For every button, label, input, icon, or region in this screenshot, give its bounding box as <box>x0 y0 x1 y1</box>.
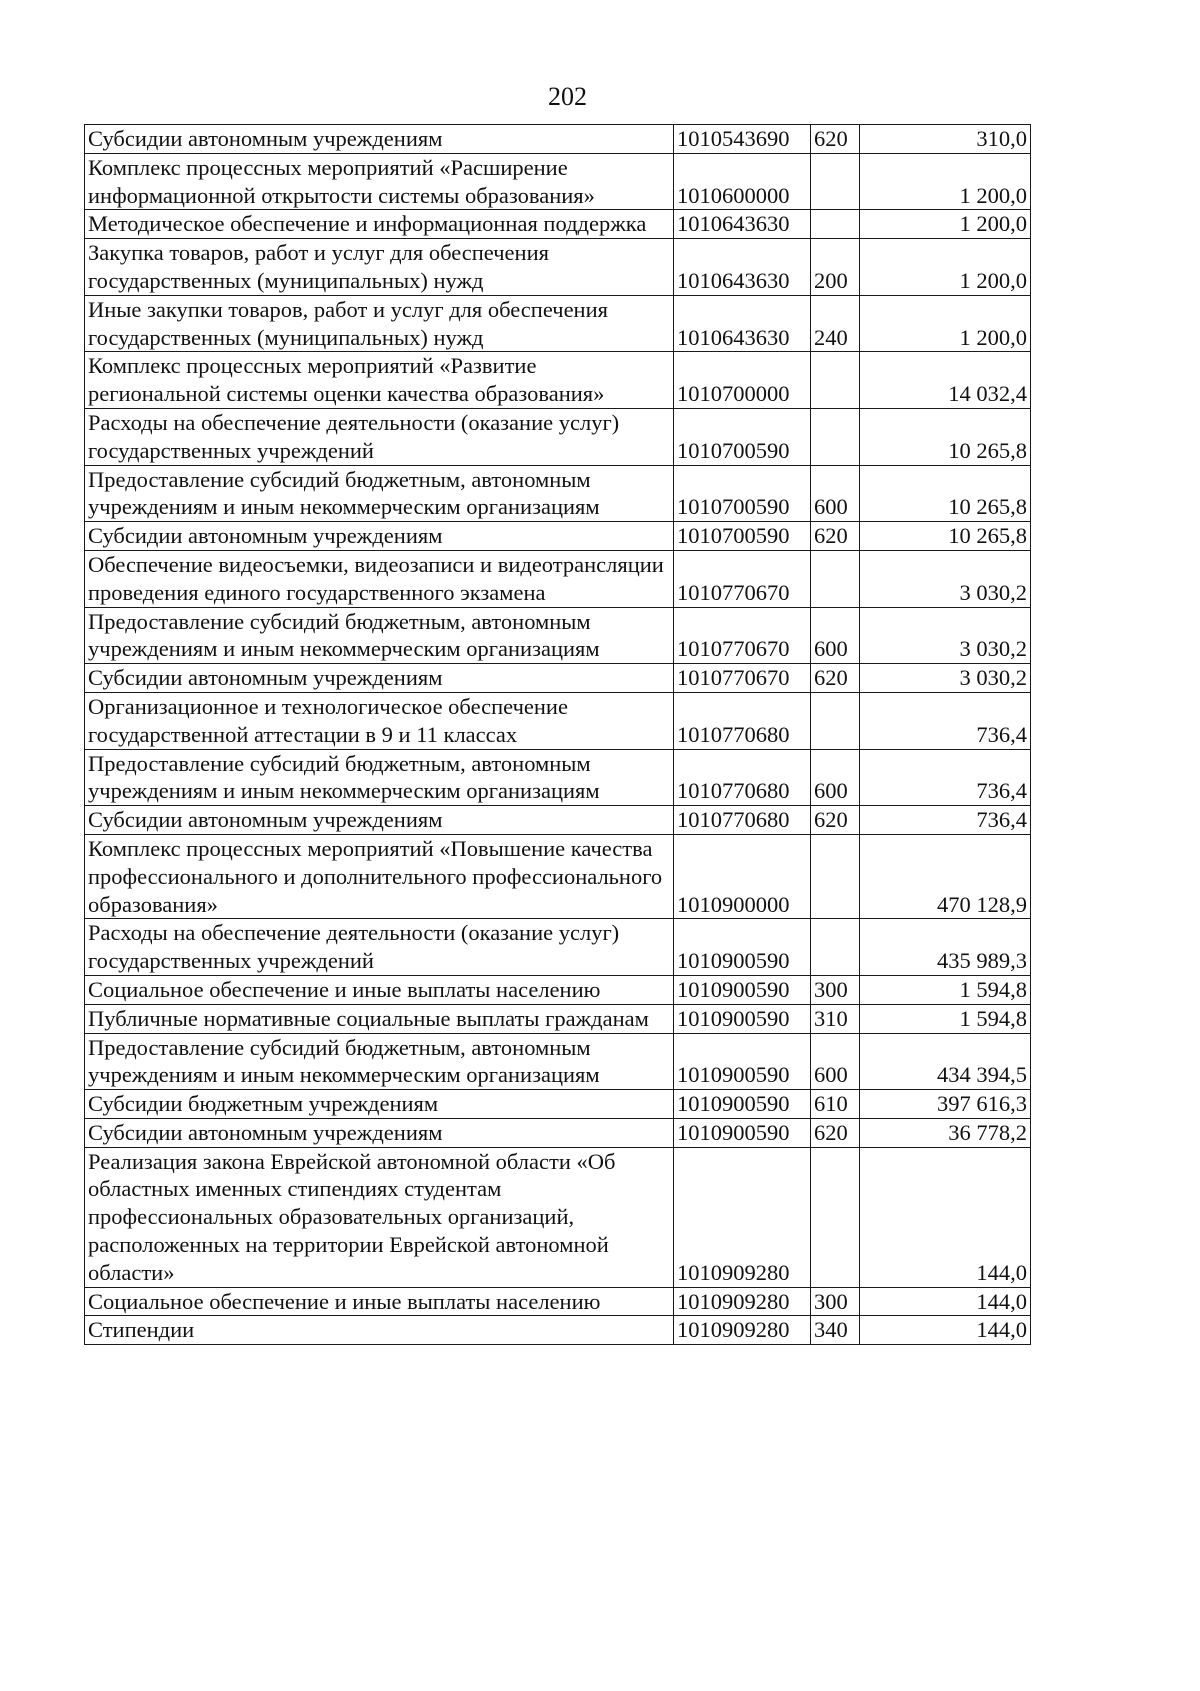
table-row <box>85 834 1031 918</box>
row-code-cell: 1010770670 <box>674 664 811 693</box>
row-type-cell <box>811 919 860 976</box>
row-code-cell: 1010643630 <box>674 210 811 239</box>
row-name-cell: Субсидии автономным учреждениям <box>85 1118 674 1147</box>
row-type-cell: 300 <box>811 975 860 1004</box>
row-type-cell: 340 <box>811 1316 860 1345</box>
row-code-cell: 1010909280 <box>674 1147 811 1287</box>
row-code-cell: 1010909280 <box>674 1287 811 1316</box>
row-name-cell: Иные закупки товаров, работ и услуг для обеспечения государственных (муниципальных) нужд <box>85 295 674 352</box>
row-sum-cell: 736,4 <box>860 806 1031 835</box>
row-sum-cell: 14 032,4 <box>860 352 1031 409</box>
row-code-cell: 1010900590 <box>674 1118 811 1147</box>
row-type-cell <box>811 153 860 210</box>
row-code-cell: 1010700590 <box>674 522 811 551</box>
table-row <box>85 295 1031 352</box>
row-code-cell: 1010900000 <box>674 834 811 918</box>
row-name-cell: Обеспечение видеосъемки, видеозаписи и видеотрансляции проведения единого государственного экзамена <box>85 550 674 607</box>
row-sum-cell: 1 200,0 <box>860 295 1031 352</box>
table-row <box>85 408 1031 465</box>
table-row <box>85 522 1031 551</box>
table-row <box>85 352 1031 409</box>
row-sum-cell: 736,4 <box>860 692 1031 749</box>
row-sum-cell: 144,0 <box>860 1287 1031 1316</box>
row-sum-cell: 144,0 <box>860 1147 1031 1287</box>
row-code-cell: 1010600000 <box>674 153 811 210</box>
row-type-cell <box>811 210 860 239</box>
row-name-cell: Предоставление субсидий бюджетным, автономным учреждениям и иным некоммерческим организациям <box>85 465 674 522</box>
row-type-cell <box>811 550 860 607</box>
table-row <box>85 749 1031 806</box>
row-type-cell: 300 <box>811 1287 860 1316</box>
row-sum-cell: 10 265,8 <box>860 408 1031 465</box>
row-type-cell <box>811 408 860 465</box>
row-sum-cell: 470 128,9 <box>860 834 1031 918</box>
row-sum-cell: 310,0 <box>860 125 1031 154</box>
row-sum-cell: 144,0 <box>860 1316 1031 1345</box>
row-code-cell: 1010770670 <box>674 607 811 664</box>
row-sum-cell: 10 265,8 <box>860 522 1031 551</box>
row-type-cell: 620 <box>811 522 860 551</box>
row-name-cell: Расходы на обеспечение деятельности (оказание услуг) государственных учреждений <box>85 408 674 465</box>
row-name-cell: Субсидии автономным учреждениям <box>85 125 674 154</box>
table-row <box>85 975 1031 1004</box>
row-type-cell <box>811 352 860 409</box>
row-sum-cell: 1 594,8 <box>860 975 1031 1004</box>
table-row <box>85 153 1031 210</box>
row-code-cell: 1010770680 <box>674 806 811 835</box>
row-sum-cell: 1 200,0 <box>860 239 1031 296</box>
row-sum-cell: 10 265,8 <box>860 465 1031 522</box>
row-name-cell: Предоставление субсидий бюджетным, автономным учреждениям и иным некоммерческим организациям <box>85 1033 674 1090</box>
row-type-cell: 610 <box>811 1090 860 1119</box>
budget-table <box>84 124 1031 1345</box>
table-row <box>85 806 1031 835</box>
row-type-cell <box>811 834 860 918</box>
row-name-cell: Субсидии автономным учреждениям <box>85 806 674 835</box>
row-type-cell <box>811 692 860 749</box>
row-type-cell: 600 <box>811 465 860 522</box>
row-code-cell: 1010900590 <box>674 919 811 976</box>
row-code-cell: 1010643630 <box>674 295 811 352</box>
row-sum-cell: 1 594,8 <box>860 1004 1031 1033</box>
row-sum-cell: 1 200,0 <box>860 153 1031 210</box>
page-number: 202 <box>548 82 587 111</box>
row-sum-cell: 36 778,2 <box>860 1118 1031 1147</box>
row-sum-cell: 1 200,0 <box>860 210 1031 239</box>
row-type-cell: 600 <box>811 607 860 664</box>
row-code-cell: 1010543690 <box>674 125 811 154</box>
row-name-cell: Предоставление субсидий бюджетным, автономным учреждениям и иным некоммерческим организациям <box>85 749 674 806</box>
row-sum-cell: 435 989,3 <box>860 919 1031 976</box>
row-type-cell: 600 <box>811 1033 860 1090</box>
row-name-cell: Субсидии автономным учреждениям <box>85 664 674 693</box>
table-row <box>85 125 1031 154</box>
row-code-cell: 1010643630 <box>674 239 811 296</box>
row-code-cell: 1010700590 <box>674 408 811 465</box>
row-name-cell: Предоставление субсидий бюджетным, автономным учреждениям и иным некоммерческим организациям <box>85 607 674 664</box>
table-row <box>85 1004 1031 1033</box>
row-type-cell: 620 <box>811 1118 860 1147</box>
row-name-cell: Комплекс процессных мероприятий «Расширение информационной открытости системы образования» <box>85 153 674 210</box>
table-row <box>85 465 1031 522</box>
row-sum-cell: 434 394,5 <box>860 1033 1031 1090</box>
row-name-cell: Субсидии бюджетным учреждениям <box>85 1090 674 1119</box>
row-code-cell: 1010770680 <box>674 749 811 806</box>
row-code-cell: 1010770670 <box>674 550 811 607</box>
table-row <box>85 692 1031 749</box>
row-name-cell: Комплекс процессных мероприятий «Развитие региональной системы оценки качества образования» <box>85 352 674 409</box>
table-row <box>85 1118 1031 1147</box>
row-code-cell: 1010900590 <box>674 1004 811 1033</box>
row-type-cell: 600 <box>811 749 860 806</box>
row-type-cell: 200 <box>811 239 860 296</box>
row-sum-cell: 736,4 <box>860 749 1031 806</box>
budget-table-body <box>85 125 1031 1345</box>
table-row <box>85 919 1031 976</box>
row-name-cell: Субсидии автономным учреждениям <box>85 522 674 551</box>
row-name-cell: Социальное обеспечение и иные выплаты населению <box>85 1287 674 1316</box>
row-name-cell: Методическое обеспечение и информационная поддержка <box>85 210 674 239</box>
row-sum-cell: 3 030,2 <box>860 550 1031 607</box>
row-code-cell: 1010900590 <box>674 975 811 1004</box>
table-row <box>85 550 1031 607</box>
row-code-cell: 1010700590 <box>674 465 811 522</box>
table-row <box>85 1033 1031 1090</box>
row-sum-cell: 3 030,2 <box>860 664 1031 693</box>
row-name-cell: Публичные нормативные социальные выплаты гражданам <box>85 1004 674 1033</box>
table-row <box>85 239 1031 296</box>
row-type-cell <box>811 1147 860 1287</box>
table-row <box>85 1090 1031 1119</box>
table-row <box>85 1147 1031 1287</box>
row-type-cell: 310 <box>811 1004 860 1033</box>
row-type-cell: 620 <box>811 664 860 693</box>
row-code-cell: 1010900590 <box>674 1033 811 1090</box>
row-sum-cell: 397 616,3 <box>860 1090 1031 1119</box>
row-name-cell: Комплекс процессных мероприятий «Повышение качества профессионального и дополнительного профессионального образования» <box>85 834 674 918</box>
row-name-cell: Расходы на обеспечение деятельности (оказание услуг) государственных учреждений <box>85 919 674 976</box>
row-name-cell: Организационное и технологическое обеспечение государственной аттестации в 9 и 11 классах <box>85 692 674 749</box>
table-row <box>85 607 1031 664</box>
row-type-cell: 620 <box>811 125 860 154</box>
row-name-cell: Стипендии <box>85 1316 674 1345</box>
row-type-cell: 620 <box>811 806 860 835</box>
row-code-cell: 1010900590 <box>674 1090 811 1119</box>
row-sum-cell: 3 030,2 <box>860 607 1031 664</box>
row-type-cell: 240 <box>811 295 860 352</box>
row-code-cell: 1010770680 <box>674 692 811 749</box>
table-row <box>85 664 1031 693</box>
row-name-cell: Социальное обеспечение и иные выплаты населению <box>85 975 674 1004</box>
row-code-cell: 1010909280 <box>674 1316 811 1345</box>
row-name-cell: Закупка товаров, работ и услуг для обеспечения государственных (муниципальных) нужд <box>85 239 674 296</box>
row-code-cell: 1010700000 <box>674 352 811 409</box>
table-row <box>85 1287 1031 1316</box>
table-row <box>85 1316 1031 1345</box>
row-name-cell: Реализация закона Еврейской автономной области «Об областных именных стипендиях студентам профессиональных образовательных организаций, расположенных на территории Еврейской автономной области» <box>85 1147 674 1287</box>
table-row <box>85 210 1031 239</box>
